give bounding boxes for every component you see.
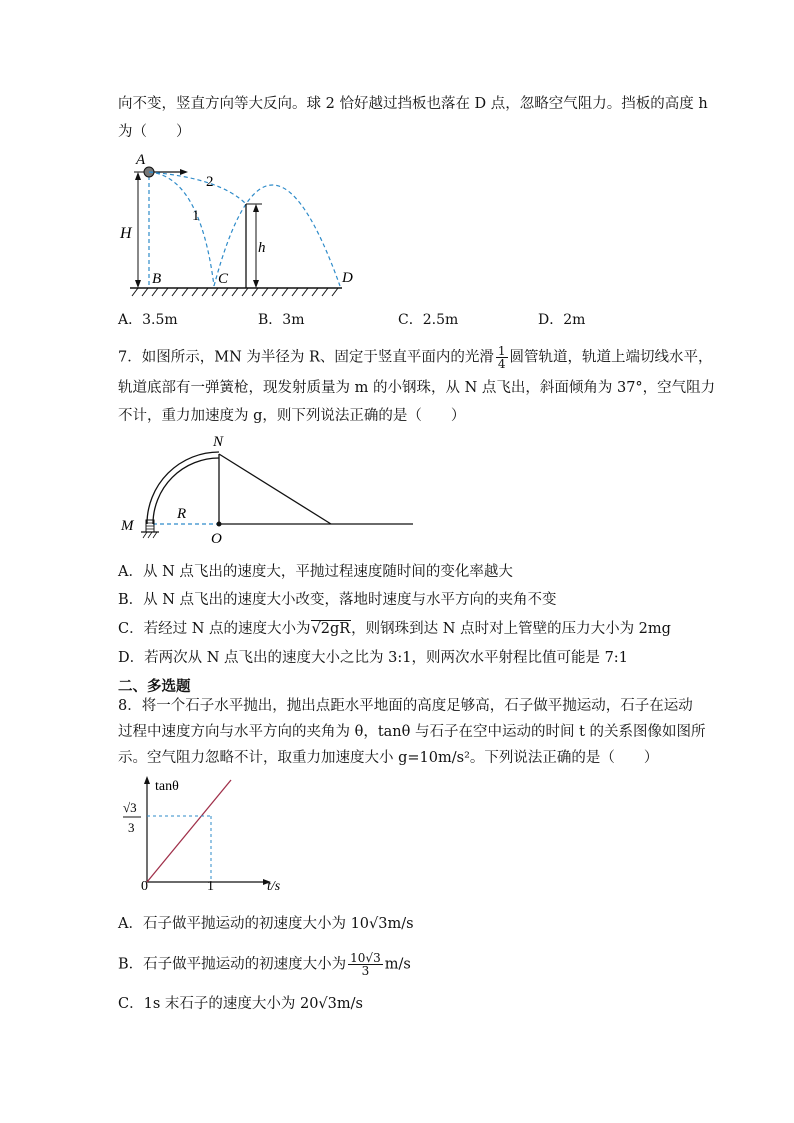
label-O: O: [211, 531, 222, 547]
q7-option-a[interactable]: A．从 N 点飞出的速度大，平抛过程速度随时间的变化率越大: [118, 564, 513, 580]
q7-text-line1: [118, 345, 713, 370]
quarter-fraction: [496, 345, 508, 370]
label-N: N: [213, 434, 224, 450]
sqrt-2gR: √2gR: [311, 621, 351, 637]
q6-text-line2: 为（ ）: [118, 124, 191, 140]
q8-text-line2: 过程中速度方向与水平方向的夹角为 θ，tanθ 与石子在空中运动的时间 t 的关系图像如图所: [118, 724, 706, 740]
q8-option-b[interactable]: [118, 952, 411, 977]
q8-optB-den: 3: [361, 964, 370, 978]
q6-figure: [110, 148, 370, 300]
section-heading: 二、多选题: [118, 678, 191, 695]
frac-num: 1: [497, 344, 506, 358]
q7-text-line3: 不计，重力加速度为 g，则下列说法正确的是（ ）: [118, 408, 466, 424]
q8-optB-b: m/s: [384, 956, 411, 973]
graph-ytick-den: 3: [128, 820, 135, 835]
q8-option-a[interactable]: A．石子做平抛运动的初速度大小为 10√3m/s: [118, 916, 414, 932]
graph-xtick: 1: [207, 879, 214, 894]
q8-graph: [115, 772, 295, 894]
q7-line1-a: 7．如图所示，MN 为半径为 R、固定于竖直平面内的光滑: [118, 349, 494, 366]
label-h: h: [258, 240, 266, 256]
q8-optB-fraction: [348, 952, 383, 977]
label-1: 1: [192, 208, 200, 224]
graph-xlabel: t/s: [267, 879, 281, 894]
q8-text-line1: 8．将一个石子水平抛出，抛出点距水平地面的高度足够高，石子做平抛运动，石子在运动: [118, 698, 693, 714]
q6-option-a[interactable]: A．3.5m: [118, 312, 178, 328]
label-C: C: [218, 271, 229, 287]
q8-option-c[interactable]: C．1s 末石子的速度大小为 20√3m/s: [118, 996, 363, 1012]
label-R: R: [177, 506, 187, 522]
label-H: H: [120, 225, 132, 242]
q7-option-b[interactable]: B．从 N 点飞出的速度大小改变，落地时速度与水平方向的夹角不变: [118, 592, 557, 608]
q6-options: [118, 309, 678, 329]
q6-option-c[interactable]: C．2.5m: [398, 312, 459, 328]
q8-text-line3: 示。空气阻力忽略不计，取重力加速度大小 g=10m/s²。下列说法正确的是（ ）: [118, 750, 659, 766]
q6-option-b[interactable]: B．3m: [258, 312, 305, 328]
q7-line1-b: 圆管轨道，轨道上端切线水平，: [509, 349, 713, 366]
q7-option-d[interactable]: D．若两次从 N 点飞出的速度大小之比为 3:1，则两次水平射程比值可能是 7:1: [118, 650, 628, 666]
graph-ylabel: tanθ: [155, 779, 179, 794]
q7-option-c[interactable]: [118, 619, 671, 639]
graph-origin: 0: [141, 879, 148, 894]
q8-optB-a: B．石子做平抛运动的初速度大小为: [118, 956, 347, 973]
graph-ytick-num: √3: [123, 800, 137, 815]
q6-option-d[interactable]: D．2m: [538, 312, 586, 328]
frac-den: 4: [497, 357, 506, 371]
q7-optC-b: ，则钢珠到达 N 点时对上管壁的压力大小为 2mg: [351, 621, 671, 637]
q7-text-line2: 轨道底部有一弹簧枪，现发射质量为 m 的小钢珠，从 N 点飞出，斜面倾角为 37°，空气阻力: [118, 380, 716, 396]
label-A: A: [136, 152, 146, 168]
label-B: B: [152, 271, 162, 287]
label-M: M: [121, 518, 134, 534]
q7-figure: [115, 430, 420, 548]
q8-optB-num: 10√3: [350, 951, 381, 965]
label-D: D: [342, 270, 353, 286]
q6-text-line1: 向不变，竖直方向等大反向。球 2 恰好越过挡板也落在 D 点，忽略空气阻力。挡板的高度 h: [118, 96, 708, 112]
label-2: 2: [206, 174, 214, 190]
q7-optC-a: C．若经过 N 点的速度大小为: [118, 621, 311, 637]
